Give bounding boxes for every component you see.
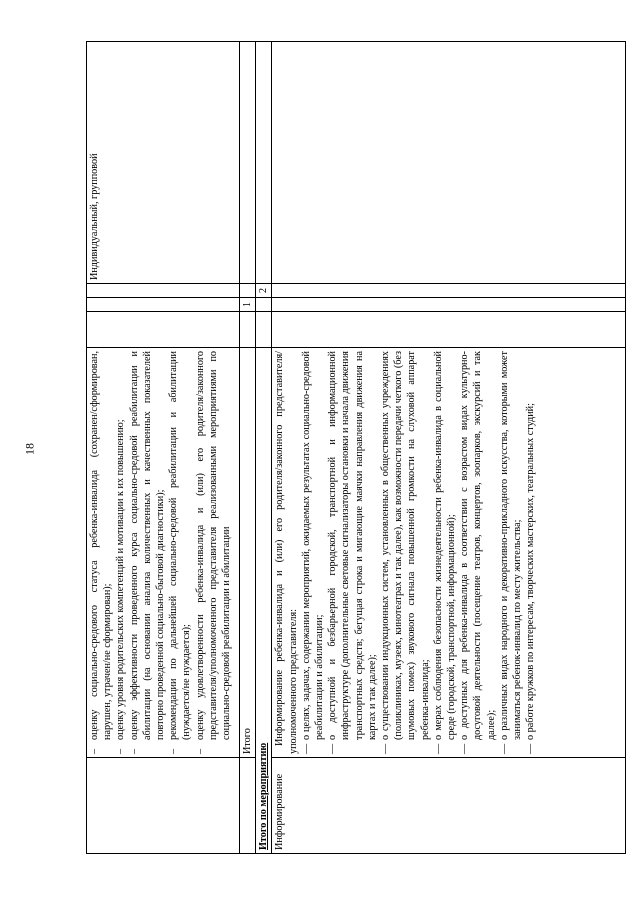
- empty-cell: [240, 758, 256, 854]
- table-row: [87, 42, 240, 854]
- list-item: – оценку удовлетворенности ребенка-инвалида и (или) его родителя/законного представителя/уполномоченного представителя реализованными мероприятиями по социально-средовой реабилитации и абилитации: [194, 351, 233, 754]
- list-item: – рекомендации по дальнейшей социально-средовой реабилитации и абилитации (нуждается/не нуждается);: [168, 351, 193, 754]
- table-row: [240, 42, 256, 854]
- form-cell: Индивидуальный, групповой: [87, 42, 240, 284]
- list-item: – оценку социально-средового статуса ребенка-инвалида (сохранен/сформирован, нарушен, утрачен/не сформирован);: [89, 351, 114, 754]
- empty-cell: [272, 284, 626, 298]
- list-item: — о доступной и безбарьерной городской, транспортной и информационной инфраструктуре (дополнительные световые сигнализаторы остановки и начала движения транспортных средств; бегущая строка и мигающие маячки направления движения на картах и так далее);: [327, 351, 378, 754]
- empty-cell: [240, 312, 256, 348]
- empty-cell: [87, 284, 240, 298]
- table-row: [272, 42, 626, 854]
- table-row: [256, 42, 272, 854]
- informing-intro: Информирование ребенка-инвалида и (или) его родителя/законного представителя/уполномоченного представителя:: [274, 351, 299, 754]
- empty-cell: [256, 42, 272, 284]
- list-item: – оценку эффективности проведенного курса социально-средовой реабилитации и абилитации (на основании анализа количественных и качественных показателей повторно проведенной социально-бытовой диагностики);: [128, 351, 167, 754]
- empty-cell: [256, 312, 272, 348]
- empty-cell: [240, 42, 256, 284]
- itogo-value: 1: [240, 298, 256, 312]
- itogo-label: Итого: [240, 348, 256, 758]
- page-number: 18: [22, 442, 37, 455]
- list-item: — о мерах соблюдения безопасности жизнедеятельности ребенка-инвалида в социальной среде (городской, транспортной, информационной);: [432, 351, 458, 754]
- list-item: — о работе кружков по интересам, творческих мастерских, театральных студий;: [525, 403, 537, 754]
- list-item: — о доступных для ребенка-инвалида в соответствии с возрастом видах культурно-досуговой деятельности (посещение театров, концертов, зоопарков, экскурсий и так далее);: [459, 351, 497, 754]
- informing-name: Информирование: [272, 758, 626, 854]
- empty-cell: [272, 298, 626, 312]
- rotated-table-wrapper: [86, 42, 626, 854]
- empty-cell: [256, 298, 272, 312]
- itogo-meropriyatiyu-label: Итого по мероприятию: [256, 348, 272, 854]
- continued-items-cell: [87, 348, 240, 758]
- empty-cell: [240, 284, 256, 298]
- rehabilitation-table: [86, 41, 626, 854]
- itogo-meropriyatiyu-value: 2: [256, 284, 272, 298]
- list-item: — о существовании индукционных систем, установленных в общественных учреждениях (поликлиниках, музеях, кинотеатрах и так далее), как возможности передачи четкого (без шумовых помех) звукового сигнала повышенной громкости на слуховой аппарат ребенка-инвалида;: [380, 351, 431, 754]
- empty-cell: [272, 312, 626, 348]
- informing-items-cell: [272, 348, 626, 758]
- list-item: – оценку уровня родительских компетенций и мотивации к их повышению;: [115, 419, 127, 754]
- empty-cell: [87, 312, 240, 348]
- empty-cell: [87, 758, 240, 854]
- empty-cell: [272, 42, 626, 284]
- list-item: — о целях, задачах, содержании мероприятий, ожидаемых результатах социально-средовой реабилитации и абилитации;: [300, 351, 326, 754]
- list-item: — о различных видах народного и декоративно-прикладного искусства, которыми может заниматься ребенок-инвалид по месту жительства;: [498, 351, 524, 754]
- empty-cell: [87, 298, 240, 312]
